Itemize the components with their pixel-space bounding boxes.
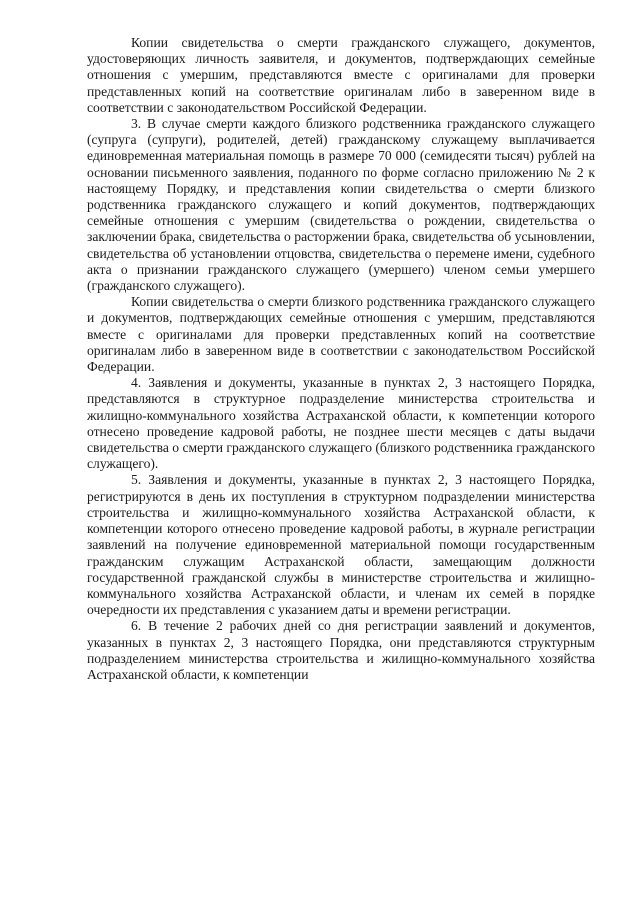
document-page <box>87 35 595 683</box>
paragraph-copies-death-certificate: Копии свидетельства о смерти гражданского служащего, документов, удостоверяющих личность заявителя, и документов, подтверждающих семейные отношения с умершим, представляются вместе с оригиналами для проверки представленных копий на соответствие оригиналам либо в заверенном виде в соответствии с законодательством Российской Федерации. <box>87 35 595 115</box>
paragraph-item-3: 3. В случае смерти каждого близкого родственника гражданского служащего (супруга (супруги), родителей, детей) гражданскому служащему выплачивается единовременная материальная помощь в размере 70 000 (семидесяти тысяч) рублей на основании письменного заявления, поданного по форме согласно приложению № 2 к настоящему Порядку, и представления копии свидетельства о смерти близкого родственника гражданского служащего и копий документов, подтверждающих семейные отношения с умершим (свидетельства о рождении, свидетельства о заключении брака, свидетельства о расторжении брака, свидетельства об усыновлении, свидетельства об установлении отцовства, свидетельства о перемене имени, судебного акта о признании гражданского служащего (умершего) членом семьи умершего (гражданского служащего). <box>87 116 595 294</box>
paragraph-item-6: 6. В течение 2 рабочих дней со дня регистрации заявлений и документов, указанных в пунктах 2, 3 настоящего Порядка, они представляются структурным подразделением министерства строительства и жилищно-коммунального хозяйства Астраханской области, к компетенции <box>87 618 595 682</box>
paragraph-item-5: 5. Заявления и документы, указанные в пунктах 2, 3 настоящего Порядка, регистрируются в день их поступления в структурном подразделении министерства строительства и жилищно-коммунального хозяйства Астраханской области, к компетенции которого отнесено проведение кадровой работы, в журнале регистрации заявлений на получение единовременной материальной помощи государственным гражданским служащим Астраханской области, замещающим должности государственной гражданской службы в министерстве строительства и жилищно-коммунального хозяйства Астраханской области, и членам их семей в порядке очередности их представления с указанием даты и времени регистрации. <box>87 472 595 618</box>
paragraph-copies-relative-death-certificate: Копии свидетельства о смерти близкого родственника гражданского служащего и документов, подтверждающих семейные отношения с умершим, представляются вместе с оригиналами для проверки представленных копий на соответствие оригиналам либо в заверенном виде в соответствии с законодательством Российской Федерации. <box>87 294 595 375</box>
paragraph-item-4: 4. Заявления и документы, указанные в пунктах 2, 3 настоящего Порядка, представляются в структурное подразделение министерства строительства и жилищно-коммунального хозяйства Астраханской области, к компетенции которого отнесено проведение кадровой работы, не позднее шести месяцев с даты выдачи свидетельства о смерти гражданского служащего (близкого родственника гражданского служащего). <box>87 375 595 472</box>
